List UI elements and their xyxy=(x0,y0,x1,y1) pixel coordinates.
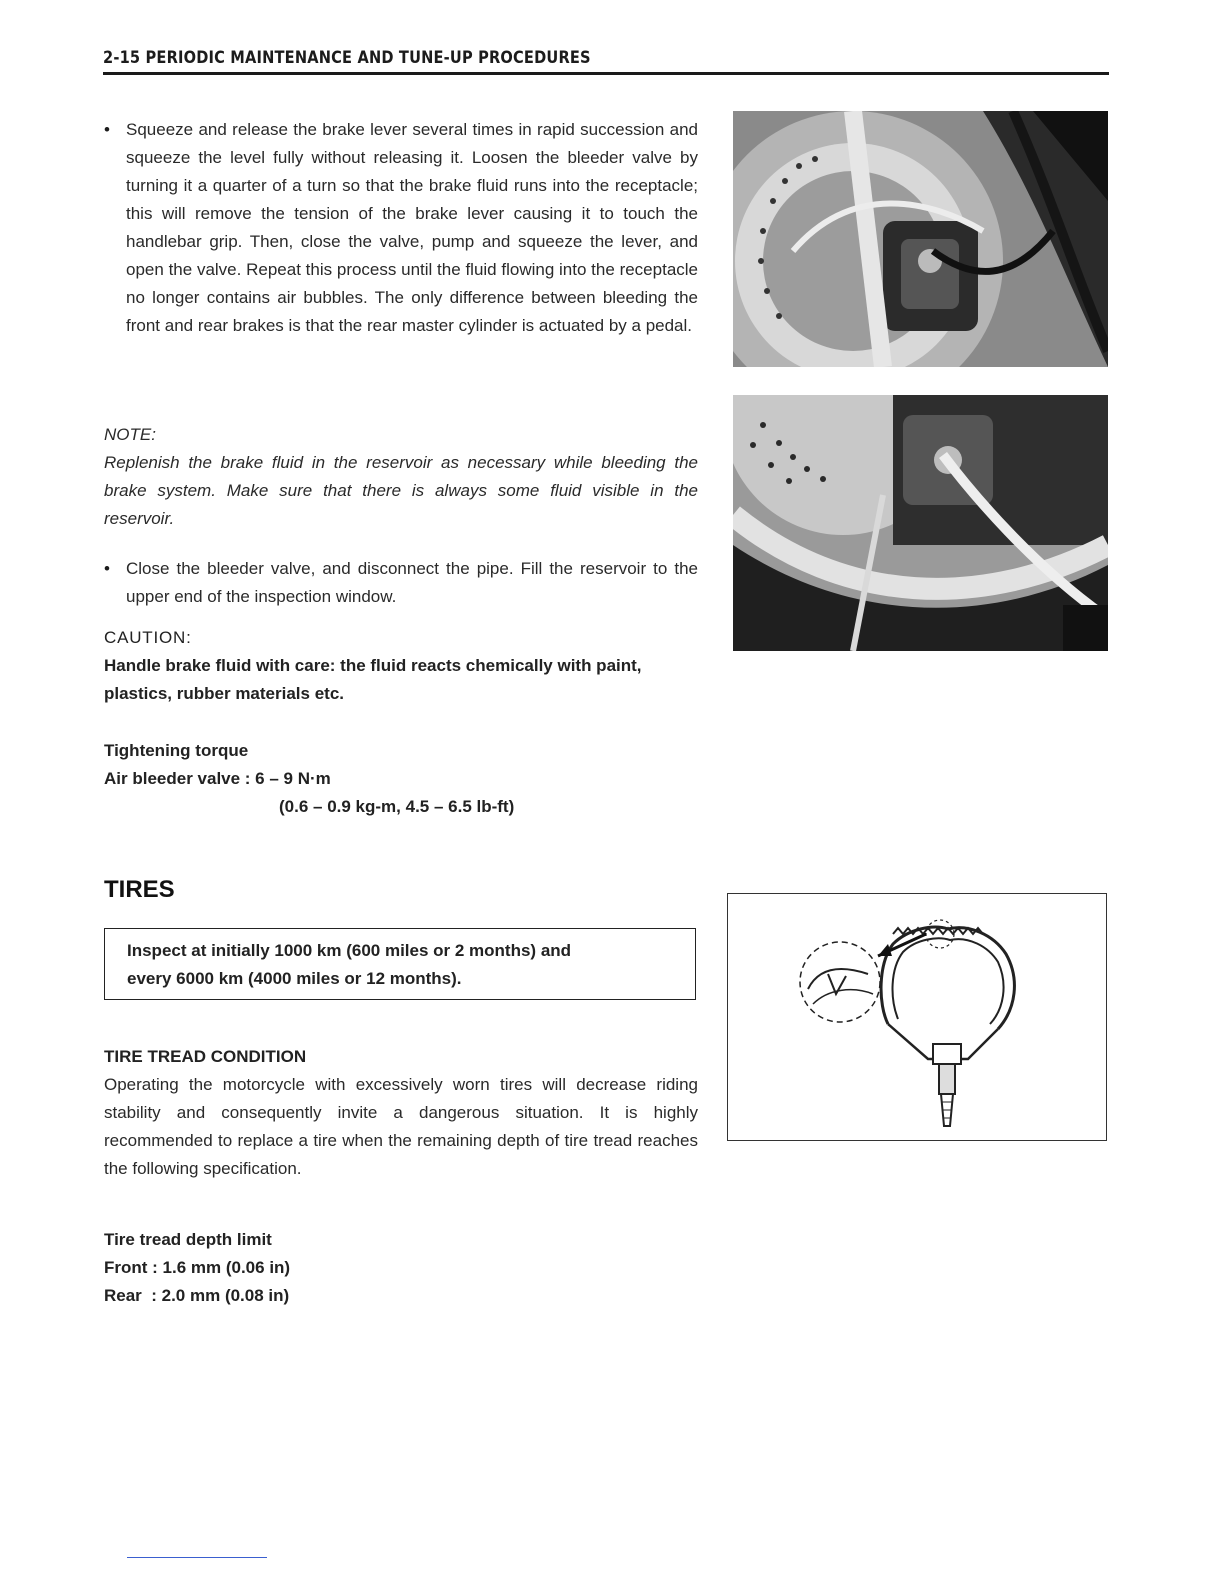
inspect-line-1: Inspect at initially 1000 km (600 miles or 2 months) and xyxy=(127,941,572,960)
torque-line-2: (0.6 – 0.9 kg-m, 4.5 – 6.5 lb-ft) xyxy=(279,797,515,816)
note-block xyxy=(104,421,698,533)
rear-brake-bleeding-photo xyxy=(733,395,1108,651)
caution-label: CAUTION: xyxy=(104,628,192,647)
caution-text: Handle brake fluid with care: the fluid reacts chemically with paint, plastics, rubber materials etc. xyxy=(104,656,642,703)
torque-line-1: Air bleeder valve : 6 – 9 N·m xyxy=(104,769,331,788)
bleeding-step-2-text: Close the bleeder valve, and disconnect the pipe. Fill the reservoir to the upper end of the inspection window. xyxy=(126,559,698,606)
depth-rear: Rear : 2.0 mm (0.08 in) xyxy=(104,1286,290,1305)
front-brake-bleeding-photo xyxy=(733,111,1108,367)
inspect-line-2: every 6000 km (4000 miles or 12 months). xyxy=(127,969,462,988)
bleeding-step-1 xyxy=(104,116,698,400)
depth-limit-heading: Tire tread depth limit xyxy=(104,1230,272,1249)
bleeding-step-2 xyxy=(104,555,698,615)
inspection-interval-box xyxy=(104,928,696,1000)
tread-condition-text: Operating the motorcycle with excessively worn tires will decrease riding stability and consequently invite a dangerous situation. It is highly recommended to replace a tire when the remaining depth of tire tread reaches the following specification. xyxy=(104,1075,698,1178)
tread-gauge-illustration xyxy=(728,894,1105,1139)
torque-heading: Tightening torque xyxy=(104,741,249,760)
footer-rule xyxy=(127,1557,267,1558)
note-text: Replenish the brake fluid in the reservoir as necessary while bleeding the brake system. Make sure that there is always some fluid visible in the reservoir. xyxy=(104,453,698,528)
page-title: 2-15 PERIODIC MAINTENANCE AND TUNE-UP PROCEDURES xyxy=(103,48,591,68)
tread-depth-limit xyxy=(104,1226,698,1310)
torque-spec xyxy=(104,737,698,821)
page-header xyxy=(103,42,1109,75)
bullet-marker: • xyxy=(104,120,110,139)
bullet-marker: • xyxy=(104,559,110,578)
caution-block xyxy=(104,624,698,708)
note-label: NOTE: xyxy=(104,425,156,444)
tread-depth-diagram xyxy=(727,893,1107,1141)
tread-condition-heading: TIRE TREAD CONDITION xyxy=(104,1047,307,1066)
tread-condition-section xyxy=(104,1043,698,1183)
tires-heading: TIRES xyxy=(104,876,175,903)
depth-front: Front : 1.6 mm (0.06 in) xyxy=(104,1258,291,1277)
bleeding-step-1-text: Squeeze and release the brake lever several times in rapid succession and squeeze the level fully without releasing it. Loosen the bleeder valve by turning it a quarter of a turn so that the brake fluid runs into the receptacle; this will remove the tension of the brake lever causing it to touch the handlebar grip. Then, close the valve, pump and squeeze the lever, and open the valve. Repeat this process until the fluid flowing into the receptacle no longer contains air bubbles. The only difference between bleeding the front and rear brakes is that the rear master cylinder is actuated by a pedal. xyxy=(126,120,698,335)
